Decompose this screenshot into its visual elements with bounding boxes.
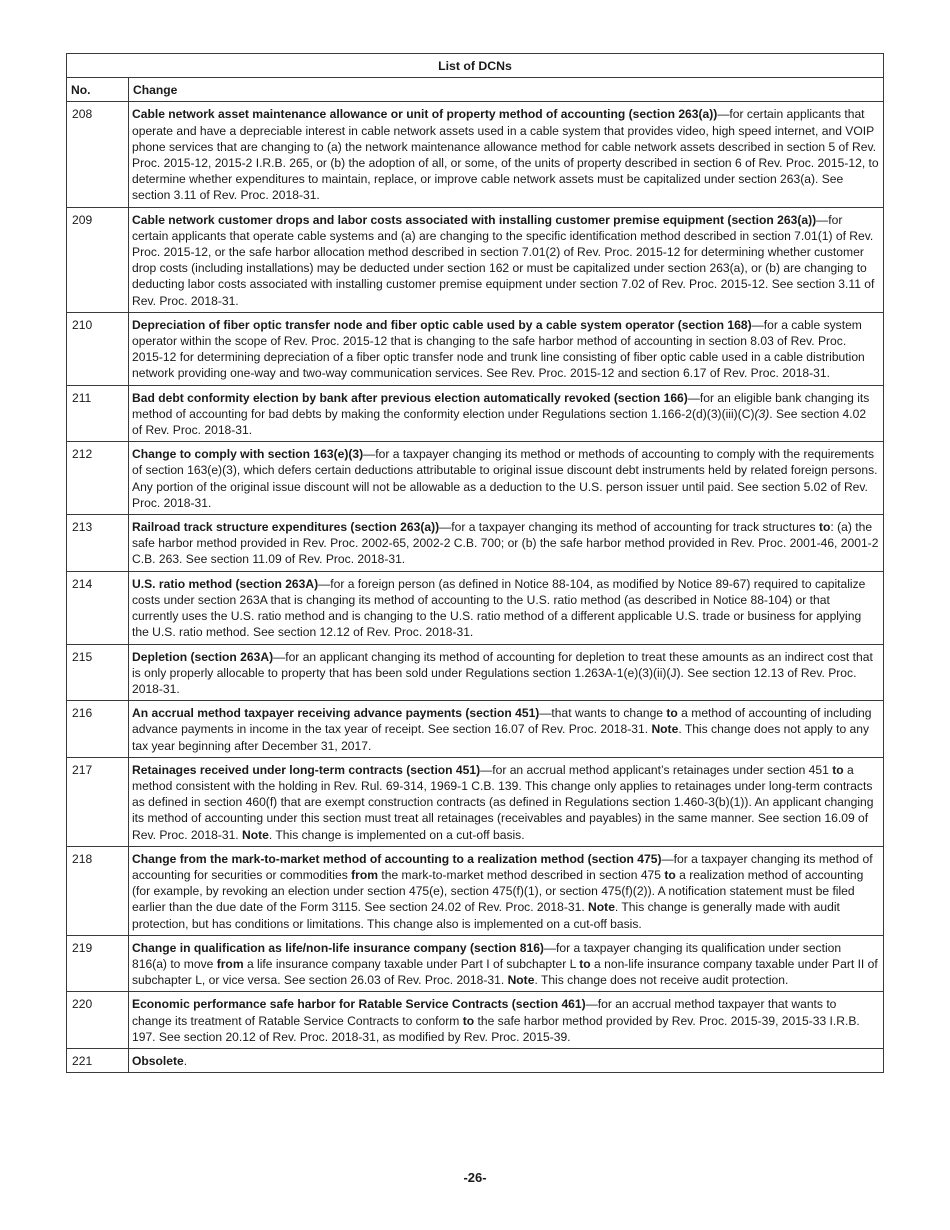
bold-text: U.S. ratio method (section 263A) [132,576,319,591]
bold-text: to [818,520,831,535]
dcn-number: 210 [67,312,129,385]
bold-text: to [579,956,591,971]
body-text: —for a taxpayer changing its method of accounting for track structures [439,520,819,535]
dcn-change-description [129,846,884,935]
body-text: . This change is implemented on a cut-off basis. [268,827,525,842]
dcn-number: 219 [67,935,129,992]
body-text: . This change does not receive audit protection. [534,973,789,988]
bold-text: Depletion (section 263A) [132,649,274,664]
bold-text: Cable network asset maintenance allowance or unit of property method of accounting (section 263(a)) [132,107,718,122]
col-header-change: Change [129,78,884,102]
dcn-number: 215 [67,644,129,701]
body-text: —for certain applicants that operate cable systems and (a) are changing to the specific identification method described in section 7.01(1) of Rev. Proc. 2015-12, or the safe harbor allocation method described in section 7.01(2) of Rev. Proc. 2015-12 for determining whether customer drop costs (including installations) may be deducted under section 162 or must be capitalized under section 263(a), or (b) are changing to deducting labor costs associated with installing customer premise equipment under section 7.02 of Rev. Proc. 2015-12. See section 3.11 of Rev. Proc. 2018-31. [132,212,875,308]
table-row [67,385,884,442]
dcn-change-description [129,1048,884,1072]
dcn-number: 214 [67,571,129,644]
dcn-change-description [129,515,884,572]
bold-text: Note [242,827,269,842]
dcn-number: 218 [67,846,129,935]
table-row [67,442,884,515]
dcn-number: 209 [67,207,129,312]
body-text: a life insurance company taxable under Part I of subchapter L [243,956,580,971]
body-text: a method of accounting of including advance payments in income in the tax year of receipt. See section 16.07 of Rev. Proc. 2018-31. [132,706,872,737]
body-text: a non-life insurance company taxable under Part II of subchapter L, or vice versa. See section 26.03 of Rev. Proc. 2018-31. [132,956,878,988]
dcn-change-description [129,102,884,207]
body-text: —for an accrual method applicant’s retainages under section 451 [480,762,833,777]
table-row [67,701,884,758]
bold-text: to [832,762,844,777]
dcn-number: 211 [67,385,129,442]
body-text: —that wants to change [539,706,667,721]
table-row [67,757,884,846]
body-text: . This change is generally made with audit protection, but has conditions or limitations. This change also is implemented on a cut-off basis. [132,900,840,931]
body-text: —for a taxpayer changing its qualification under section 816(a) to move [132,940,842,971]
col-header-no: No. [67,78,129,102]
bold-text: Depreciation of fiber optic transfer node and fiber optic cable used by a cable system operator (section 168) [132,317,752,332]
bold-text: Change to comply with section 163(e)(3) [132,447,364,462]
dcn-number: 221 [67,1048,129,1072]
table-row [67,1048,884,1072]
table-row [67,207,884,312]
dcn-change-description [129,312,884,385]
body-text: —for certain applicants that operate and have a depreciable interest in cable network assets used in a cable system that provides video, high speed internet, and VOIP phone services that are changing to (a) the network maintenance allowance method for cable network assets described in section 5 of Rev. Proc. 2015-12, 2015-2 I.R.B. 265, or (b) the adoption of all, or some, of the units of property described in section 6 of Rev. Proc. 2015-12, to determine whether expenditures to maintain, replace, or improve cable network assets must be capitalized under section 263(a). See section 3.11 of Rev. Proc. 2018-31. [132,107,879,203]
dcn-change-description [129,644,884,701]
dcn-number: 213 [67,515,129,572]
table-row [67,312,884,385]
dcn-number: 217 [67,757,129,846]
body-text: —for an applicant changing its method of accounting for depletion to treat these amounts as an indirect cost that is only properly allocable to property that has been sold under Regulations section 1.263A-1(e)(3)(ii)(J). See section 12.13 of Rev. Proc. 2018-31. [132,649,873,696]
dcn-change-description [129,757,884,846]
body-text: —for a cable system operator within the scope of Rev. Proc. 2015-12 that is changing to the safe harbor method of accounting in section 8.03 of Rev. Proc. 2015-12 for determining depreciation of a fiber optic transfer node and trunk line consisting of fiber optic cable used in a cable distribution network providing one-way and two-way communication services. See Rev. Proc. 2015-12 and section 6.17 of Rev. Proc. 2018-31. [132,317,865,381]
table-row [67,571,884,644]
bold-text: Economic performance safe harbor for Ratable Service Contracts (section 461) [132,997,586,1012]
table-title: List of DCNs [67,54,884,78]
bold-text: Note [507,973,535,988]
table-row [67,846,884,935]
bold-text: from [216,956,244,971]
bold-text: to [664,867,676,882]
body-text: —for a taxpayer changing its method of accounting for securities or commodities [132,851,873,882]
body-text: : (a) the safe harbor method provided in Rev. Proc. 2002-65, 2002-2 C.B. 700; or (b) the safe harbor method provided in Rev. Proc. 2001-46, 2001-2 C.B. 263. See section 11.09 of Rev. Proc. 2018-31. [132,520,879,567]
dcn-change-description [129,385,884,442]
page-number: -26- [463,1170,487,1185]
body-text: a realization method of accounting (for example, by revoking an election under section 475(e), section 475(f)(1), or section 475(f)(2)). A notification statement must be filed earlier than the due date of the Form 3115. See section 24.02 of Rev. Proc. 2018-31. [132,867,864,915]
bold-text: Cable network customer drops and labor costs associated with installing customer premise equipment (section 263(a)) [132,212,817,227]
table-row [67,102,884,207]
bold-text: from [351,867,378,882]
bold-text: Obsolete [132,1053,184,1068]
body-text: —for a foreign person (as defined in Notice 88-104, as modified by Notice 89-67) required to capitalize costs under section 263A that is changing its method of accounting to the U.S. ratio method (as described in Notice 88-104) or that currently uses the U.S. ratio method and is changing to the U.S. ratio method of a different applicable U.S. trade or business for applying the U.S. ratio method. See section 12.12 of Rev. Proc. 2018-31. [132,576,866,640]
table-row [67,644,884,701]
dcn-change-description [129,935,884,992]
bold-text: Change in qualification as life/non-life insurance company (section 816) [132,940,544,955]
dcn-table [66,53,884,1073]
bold-text: Note [588,900,615,915]
table-header-row [67,78,884,102]
bold-text: to [666,706,678,721]
table-title-row [67,54,884,78]
body-text: . See section 4.02 of Rev. Proc. 2018-31. [132,406,867,438]
body-text: a method consistent with the holding in Rev. Rul. 69-314, 1969-1 C.B. 139. This change only applies to retainages under long-term contracts as defined in section 460(f) that are exempt construction contracts (as defined in Regulations section 1.460-3(b)(1)). An applicant changing its method of accounting under this section must treat all retainages (receivables and payables) in the same manner. See section 16.09 of Rev. Proc. 2018-31. [132,762,874,842]
italic-text: (3) [754,406,770,421]
dcn-change-description [129,207,884,312]
bold-text: Change from the mark-to-market method of accounting to a realization method (section 475) [132,851,662,866]
table-row [67,992,884,1049]
table-row [67,935,884,992]
dcn-change-description [129,701,884,758]
bold-text: Note [651,722,679,737]
body-text: —for a taxpayer changing its method or methods of accounting to comply with the requirements of section 163(e)(3), which defers certain deductions attributable to original issue discount debt instruments held by related foreign persons. Any portion of the original issue discount will not be allowable as a deduction to the U.S. person issuer until paid. See section 5.02 of Rev. Proc. 2018-31. [132,447,878,510]
body-text: —for an eligible bank changing its method of accounting for bad debts by making the conformity election under Regulations section 1.166-2(d)(3)(iii)(C) [132,390,870,421]
body-text: the safe harbor method provided by Rev. Proc. 2015-39, 2015-33 I.R.B. 197. See section 20.12 of Rev. Proc. 2018-31, as modified by Rev. Proc. 2015-39. [132,1013,860,1044]
bold-text: Railroad track structure expenditures (section 263(a)) [132,520,440,535]
dcn-change-description [129,992,884,1049]
body-text: —for an accrual method taxpayer that wants to change its treatment of Ratable Service Contracts to conform [132,997,837,1028]
bold-text: An accrual method taxpayer receiving advance payments (section 451) [132,706,540,721]
dcn-change-description [129,442,884,515]
body-text: the mark-to-market method described in section 475 [378,867,665,882]
bold-text: to [462,1013,475,1028]
bold-text: Retainages received under long-term contracts (section 451) [132,762,481,777]
dcn-number: 216 [67,701,129,758]
body-text: . This change does not apply to any tax year beginning after December 31, 2017. [132,722,870,753]
table-body [67,102,884,1073]
bold-text: Bad debt conformity election by bank after previous election automatically revoked (section 166) [132,390,688,405]
body-text: . [183,1053,188,1068]
table-row [67,515,884,572]
dcn-number: 220 [67,992,129,1049]
dcn-change-description [129,571,884,644]
dcn-number: 212 [67,442,129,515]
dcn-number: 208 [67,102,129,207]
